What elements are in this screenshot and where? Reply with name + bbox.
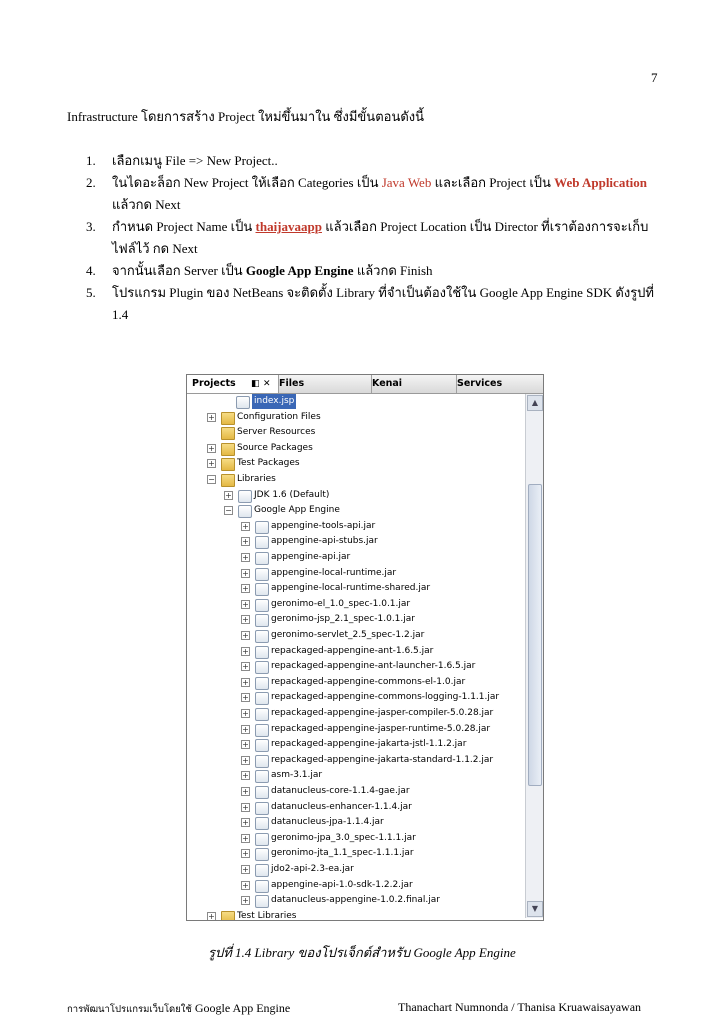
tree-label: Libraries	[237, 474, 276, 484]
list-item: 4. จากนั้นเลือก Server เป็น Google App Engine แล้วกด Finish	[86, 263, 433, 278]
expand-icon[interactable]: +	[225, 490, 232, 500]
tree-folder[interactable]	[187, 909, 525, 921]
expand-icon[interactable]: +	[242, 537, 249, 547]
figure-caption: รูปที่ 1.4 Library ของโปรเจ็กต์สำหรับ Google App Engine	[208, 945, 516, 960]
expand-icon[interactable]: +	[242, 709, 249, 718]
tree-library[interactable]	[187, 503, 525, 518]
tree-label: jdo2-api-2.3-ea.jar	[271, 864, 354, 874]
scroll-down-icon[interactable]: ▼	[527, 901, 543, 917]
jar-icon	[255, 646, 269, 659]
jar-icon	[255, 833, 269, 846]
tree-label: repackaged-appengine-commons-el-1.0.jar	[271, 676, 466, 687]
expand-icon[interactable]: +	[242, 553, 249, 562]
tree-jar[interactable]	[187, 534, 525, 549]
list-item: 1. เลือกเมนู File => New Project..	[86, 153, 278, 168]
tree-label: geronimo-jsp_2.1_spec-1.0.1.jar	[271, 614, 415, 625]
tab-menu-icon[interactable]: ◧	[251, 379, 260, 389]
vertical-scrollbar[interactable]	[525, 394, 543, 918]
tree-label: geronimo-servlet_2.5_spec-1.2.jar	[271, 630, 425, 640]
scroll-up-icon[interactable]: ▲	[527, 395, 543, 411]
scroll-thumb[interactable]	[528, 484, 542, 786]
tree-label: Configuration Files	[237, 411, 321, 422]
tab-files[interactable]: Files	[274, 375, 372, 393]
library-icon	[238, 505, 252, 518]
tree-jar[interactable]	[187, 581, 525, 596]
close-icon[interactable]: ✕	[263, 379, 271, 389]
expand-icon[interactable]: +	[242, 615, 249, 625]
tree-jar[interactable]	[187, 659, 525, 674]
jar-icon	[255, 895, 269, 908]
jar-icon	[255, 817, 269, 830]
tree-label: Source Packages	[237, 442, 313, 453]
tree-jar[interactable]	[187, 815, 525, 830]
jar-icon	[255, 521, 269, 534]
highlight-server: Google App Engine	[245, 263, 354, 278]
expand-icon[interactable]: +	[242, 693, 249, 703]
tree-label: JDK 1.6 (Default)	[254, 489, 330, 500]
tree-label: index.jsp	[252, 394, 296, 409]
jar-icon	[255, 755, 269, 768]
jar-icon	[255, 568, 269, 581]
list-item: 3. กำหนด Project Name เป็น thaijavaapp แล้วเลือก Project Location เป็น Director ที่เราต้องการจะเก็บไฟล์ไว้ กด Next	[86, 219, 649, 256]
intro-paragraph: Infrastructure โดยการสร้าง Project ใหม่ขึ้นมาใน ซึ่งมีขั้นตอนดังนี้	[67, 109, 425, 124]
tree-jar[interactable]	[187, 690, 525, 705]
tree-jar[interactable]	[187, 675, 525, 690]
jar-icon	[255, 536, 269, 549]
tree-jar[interactable]	[187, 753, 525, 768]
highlight-web-application: Web Application	[554, 175, 647, 190]
tree-jar[interactable]	[187, 628, 525, 643]
expand-icon[interactable]: +	[242, 568, 249, 578]
tree-jar[interactable]	[187, 737, 525, 752]
tab-kenai[interactable]: Kenai	[367, 375, 457, 393]
tree-folder[interactable]	[187, 472, 525, 487]
expand-icon[interactable]: +	[242, 755, 249, 765]
highlight-java-web: Java Web	[381, 175, 432, 190]
tree-label: datanucleus-enhancer-1.1.4.jar	[271, 801, 412, 812]
expand-icon[interactable]: +	[242, 646, 249, 656]
jar-icon	[255, 770, 269, 783]
tree-label: repackaged-appengine-commons-logging-1.1.1.jar	[271, 692, 500, 703]
tree-folder[interactable]	[187, 410, 525, 425]
file-icon	[236, 396, 250, 409]
ide-tab-bar	[187, 375, 543, 394]
tree-folder[interactable]	[187, 441, 525, 456]
jar-icon	[255, 724, 269, 737]
folder-icon	[221, 458, 235, 471]
tree-label: Test Libraries	[237, 910, 297, 921]
tree-label: appengine-local-runtime-shared.jar	[271, 583, 431, 594]
tree-jar[interactable]	[187, 612, 525, 627]
jar-icon	[255, 552, 269, 565]
tree-label: Google App Engine	[254, 505, 340, 516]
jar-icon	[255, 739, 269, 752]
footer-authors: Thanachart Numnonda / Thanisa Kruawaisayawan	[398, 1000, 642, 1014]
page-number: 7	[651, 70, 658, 85]
tree-label: asm-3.1.jar	[271, 770, 323, 781]
expand-icon[interactable]: +	[242, 584, 249, 594]
tree-label: datanucleus-core-1.1.4-gae.jar	[271, 786, 410, 796]
tab-services[interactable]: Services	[457, 378, 503, 389]
tree-jar[interactable]	[187, 800, 525, 815]
list-item: 2. ในไดอะล็อก New Project ให้เลือก Categories เป็น Java Web และเลือก Project เป็น Web Application แล้วกด Next	[86, 175, 647, 212]
ide-projects-screenshot	[186, 374, 544, 921]
expand-icon[interactable]: +	[242, 880, 249, 890]
jar-icon	[255, 848, 269, 861]
jar-icon	[255, 583, 269, 596]
collapse-icon[interactable]: −	[208, 475, 215, 484]
tree-jar[interactable]	[187, 722, 525, 737]
tree-label: appengine-local-runtime.jar	[271, 567, 397, 578]
tree-label: datanucleus-jpa-1.1.4.jar	[271, 817, 384, 828]
tree-label: appengine-api.jar	[271, 552, 351, 562]
tree-jar[interactable]	[187, 831, 525, 846]
tree-jar[interactable]	[187, 768, 525, 783]
folder-icon	[221, 474, 235, 487]
tree-folder[interactable]	[187, 425, 525, 440]
tree-jar[interactable]	[187, 550, 525, 565]
tree-jar[interactable]	[187, 706, 525, 721]
expand-icon[interactable]: +	[242, 787, 249, 796]
tree-jar[interactable]	[187, 878, 525, 893]
tree-jar[interactable]	[187, 566, 525, 581]
folder-icon	[221, 443, 235, 456]
tree-jar[interactable]	[187, 862, 525, 877]
tree-label: repackaged-appengine-jakarta-standard-1.1.2.jar	[271, 754, 494, 765]
tree-file-index[interactable]	[187, 394, 525, 409]
steps-list	[86, 150, 666, 326]
tree-label: Server Resources	[237, 427, 316, 438]
library-icon	[238, 490, 252, 503]
jar-icon	[255, 880, 269, 893]
folder-icon	[221, 911, 235, 921]
expand-icon[interactable]: +	[208, 443, 215, 453]
tree-label: repackaged-appengine-jakarta-jstl-1.1.2.jar	[271, 739, 467, 750]
jar-icon	[255, 692, 269, 705]
tree-jar[interactable]	[187, 644, 525, 659]
tree-label: appengine-api-1.0-sdk-1.2.2.jar	[271, 879, 413, 890]
tree-label: geronimo-jta_1.1_spec-1.1.1.jar	[271, 848, 414, 859]
tree-label: appengine-api-stubs.jar	[271, 536, 378, 547]
tree-label: repackaged-appengine-jasper-compiler-5.0.28.jar	[271, 708, 494, 718]
list-item: 5. โปรแกรม Plugin ของ NetBeans จะติดตั้ง Library ที่จำเป็นต้องใช้ใน Google App Engine SDK ดังรูปที่ 1.4	[86, 285, 654, 322]
tree-jar[interactable]	[187, 597, 525, 612]
expand-icon[interactable]: +	[242, 849, 249, 859]
folder-icon	[221, 427, 235, 440]
tree-jar[interactable]	[187, 893, 525, 908]
expand-icon[interactable]: +	[242, 818, 249, 828]
jar-icon	[255, 786, 269, 799]
tree-label: repackaged-appengine-ant-1.6.5.jar	[271, 645, 434, 656]
expand-icon[interactable]: +	[242, 677, 249, 687]
expand-icon[interactable]: +	[242, 631, 249, 640]
tree-jar[interactable]	[187, 846, 525, 861]
jar-icon	[255, 864, 269, 877]
expand-icon[interactable]: +	[242, 740, 249, 750]
jar-icon	[255, 661, 269, 674]
tree-folder[interactable]	[187, 456, 525, 471]
expand-icon[interactable]: +	[242, 521, 249, 531]
expand-icon[interactable]: +	[242, 771, 249, 781]
jar-icon	[255, 802, 269, 815]
highlight-project-name: thaijavaapp	[255, 219, 322, 234]
tree-label: repackaged-appengine-ant-launcher-1.6.5.jar	[271, 661, 476, 672]
expand-icon[interactable]: +	[242, 865, 249, 874]
tree-label: geronimo-el_1.0_spec-1.0.1.jar	[271, 598, 411, 609]
collapse-icon[interactable]: −	[225, 506, 232, 516]
expand-icon[interactable]: +	[242, 896, 249, 906]
footer-left: การพัฒนาโปรแกรมเว็บโดยใช้ Google App Engine	[67, 1001, 291, 1015]
jar-icon	[255, 677, 269, 690]
tree-library[interactable]	[187, 488, 525, 503]
tree-label: datanucleus-appengine-1.0.2.final.jar	[271, 895, 440, 906]
expand-icon[interactable]: +	[208, 459, 215, 469]
expand-icon[interactable]: +	[242, 802, 249, 812]
expand-icon[interactable]: +	[242, 662, 249, 672]
jar-icon	[255, 708, 269, 721]
expand-icon[interactable]: +	[208, 911, 215, 921]
tree-label: appengine-tools-api.jar	[271, 520, 376, 531]
tree-jar[interactable]	[187, 519, 525, 534]
expand-icon[interactable]: +	[242, 724, 249, 734]
expand-icon[interactable]: +	[242, 599, 249, 609]
tree-label: repackaged-appengine-jasper-runtime-5.0.28.jar	[271, 723, 491, 734]
tab-projects[interactable]: Projects	[187, 375, 279, 393]
jar-icon	[255, 630, 269, 643]
tree-jar[interactable]	[187, 784, 525, 799]
folder-icon	[221, 412, 235, 425]
expand-icon[interactable]: +	[242, 833, 249, 843]
expand-icon[interactable]: +	[208, 412, 215, 422]
tree-label: Test Packages	[237, 458, 300, 469]
jar-icon	[255, 614, 269, 627]
project-tree	[187, 394, 525, 921]
tree-label: geronimo-jpa_3.0_spec-1.1.1.jar	[271, 832, 416, 843]
jar-icon	[255, 599, 269, 612]
